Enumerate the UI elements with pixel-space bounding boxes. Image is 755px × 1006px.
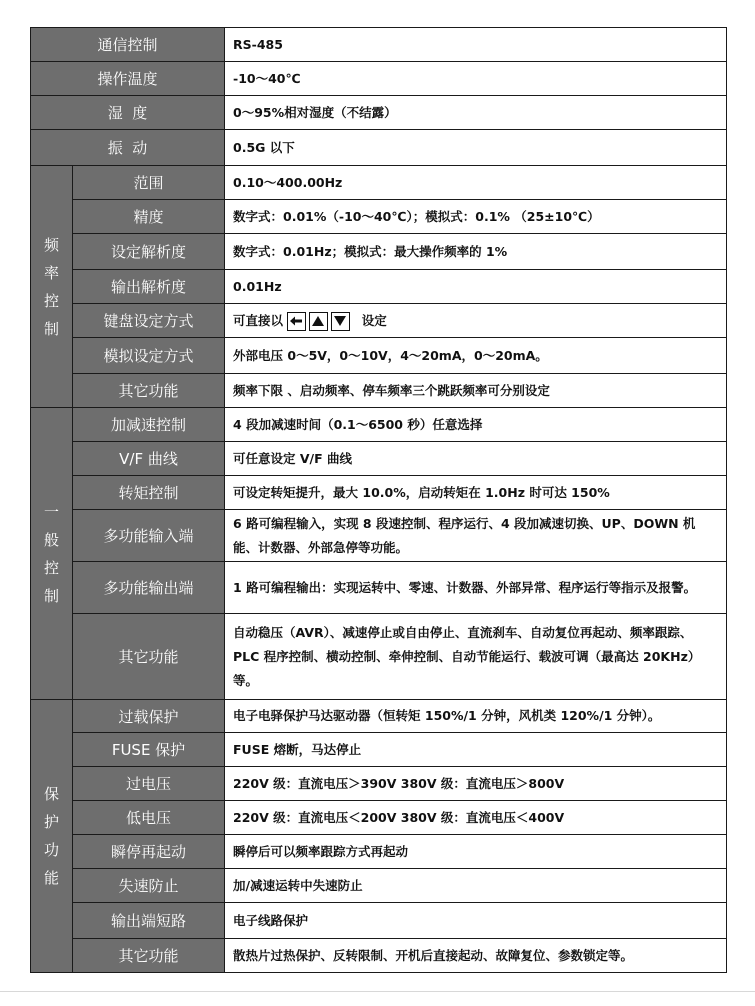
down-triangle-key-icon bbox=[331, 312, 350, 331]
table-row bbox=[31, 304, 727, 338]
keypad-suffix-text: 设定 bbox=[361, 312, 387, 328]
row-label: FUSE 保护 bbox=[73, 733, 225, 767]
row-value: 电子线路保护 bbox=[225, 903, 727, 939]
row-value: 电子电驿保护马达驱动器（恒转矩 150%/1 分钟，风机类 120%/1 分钟）。 bbox=[225, 700, 727, 733]
keypad-prefix-text: 可直接以 bbox=[233, 312, 284, 328]
spec-table bbox=[30, 27, 727, 973]
table-row bbox=[31, 200, 727, 234]
row-label: 设定解析度 bbox=[73, 234, 225, 270]
table-row bbox=[31, 835, 727, 869]
row-value: 散热片过热保护、反转限制、开机后直接起动、故障复位、参数锁定等。 bbox=[225, 939, 727, 973]
row-value: 220V 级：直流电压＜200V 380V 级：直流电压＜400V bbox=[225, 801, 727, 835]
row-value: 数字式：0.01%（-10～40℃）；模拟式：0.1% （25±10℃） bbox=[225, 200, 727, 234]
row-label: 模拟设定方式 bbox=[73, 338, 225, 374]
table-row bbox=[31, 801, 727, 835]
row-label: V/F 曲线 bbox=[73, 442, 225, 476]
table-row bbox=[31, 442, 727, 476]
row-value: 220V 级：直流电压＞390V 380V 级：直流电压＞800V bbox=[225, 767, 727, 801]
row-label: 低电压 bbox=[73, 801, 225, 835]
row-label: 多功能输出端 bbox=[73, 562, 225, 614]
table-row bbox=[31, 939, 727, 973]
table-row bbox=[31, 270, 727, 304]
row-value: -10～40℃ bbox=[225, 62, 727, 96]
row-label: 其它功能 bbox=[73, 374, 225, 408]
row-label: 转矩控制 bbox=[73, 476, 225, 510]
table-row bbox=[31, 767, 727, 801]
row-label: 范围 bbox=[73, 166, 225, 200]
row-label: 湿 度 bbox=[31, 96, 225, 130]
row-value: 数字式：0.01Hz；模拟式：最大操作频率的 1% bbox=[225, 234, 727, 270]
up-triangle-key-icon bbox=[309, 312, 328, 331]
table-row bbox=[31, 166, 727, 200]
row-value: RS-485 bbox=[225, 28, 727, 62]
row-label: 过载保护 bbox=[73, 700, 225, 733]
row-label: 通信控制 bbox=[31, 28, 225, 62]
row-label: 瞬停再起动 bbox=[73, 835, 225, 869]
row-value: 0～95%相对湿度（不结露） bbox=[225, 96, 727, 130]
row-value: 0.5G 以下 bbox=[225, 130, 727, 166]
table-row bbox=[31, 733, 727, 767]
table-row bbox=[31, 374, 727, 408]
row-label: 其它功能 bbox=[73, 614, 225, 700]
table-row bbox=[31, 614, 727, 700]
row-label: 输出端短路 bbox=[73, 903, 225, 939]
left-arrow-key-icon bbox=[287, 312, 306, 331]
row-value: 频率下限 、启动频率、停车频率三个跳跃频率可分别设定 bbox=[225, 374, 727, 408]
row-value: 4 段加减速时间（0.1～6500 秒）任意选择 bbox=[225, 408, 727, 442]
row-value: 1 路可编程输出：实现运转中、零速、计数器、外部异常、程序运行等指示及报警。 bbox=[225, 562, 727, 614]
group-label-freq-control: 频 率 控 制 bbox=[31, 166, 73, 408]
row-value: 瞬停后可以频率跟踪方式再起动 bbox=[225, 835, 727, 869]
group-label-general-control: 一 般 控 制 bbox=[31, 408, 73, 700]
row-value: 可任意设定 V/F 曲线 bbox=[225, 442, 727, 476]
row-label: 输出解析度 bbox=[73, 270, 225, 304]
row-label: 多功能输入端 bbox=[73, 510, 225, 562]
table-row bbox=[31, 28, 727, 62]
row-value: FUSE 熔断，马达停止 bbox=[225, 733, 727, 767]
row-value: 外部电压 0～5V，0～10V，4～20mA，0～20mA。 bbox=[225, 338, 727, 374]
table-row bbox=[31, 869, 727, 903]
row-label: 振 动 bbox=[31, 130, 225, 166]
table-row bbox=[31, 338, 727, 374]
table-row bbox=[31, 510, 727, 562]
row-value: 0.10～400.00Hz bbox=[225, 166, 727, 200]
row-label: 失速防止 bbox=[73, 869, 225, 903]
row-label: 加减速控制 bbox=[73, 408, 225, 442]
row-value: 加/减速运转中失速防止 bbox=[225, 869, 727, 903]
row-label: 精度 bbox=[73, 200, 225, 234]
row-value: 6 路可编程输入，实现 8 段速控制、程序运行、4 段加减速切换、UP、DOWN 机能、计数器、外部急停等功能。 bbox=[225, 510, 727, 562]
table-row bbox=[31, 903, 727, 939]
table-row bbox=[31, 700, 727, 733]
table-row bbox=[31, 234, 727, 270]
group-label-protection: 保 护 功 能 bbox=[31, 700, 73, 973]
row-label: 过电压 bbox=[73, 767, 225, 801]
table-row bbox=[31, 130, 727, 166]
row-value: 0.01Hz bbox=[225, 270, 727, 304]
table-row bbox=[31, 96, 727, 130]
row-value bbox=[225, 304, 727, 338]
table-row bbox=[31, 408, 727, 442]
row-label: 其它功能 bbox=[73, 939, 225, 973]
row-label: 键盘设定方式 bbox=[73, 304, 225, 338]
table-row bbox=[31, 562, 727, 614]
page-bottom-rule bbox=[0, 991, 755, 992]
table-row bbox=[31, 62, 727, 96]
row-value: 可设定转矩提升，最大 10.0%，启动转矩在 1.0Hz 时可达 150% bbox=[225, 476, 727, 510]
row-value: 自动稳压（AVR）、减速停止或自由停止、直流刹车、自动复位再起动、频率跟踪、PLC 程序控制、横动控制、牵伸控制、自动节能运行、载波可调（最高达 20KHz）等。 bbox=[225, 614, 727, 700]
row-label: 操作温度 bbox=[31, 62, 225, 96]
table-row bbox=[31, 476, 727, 510]
